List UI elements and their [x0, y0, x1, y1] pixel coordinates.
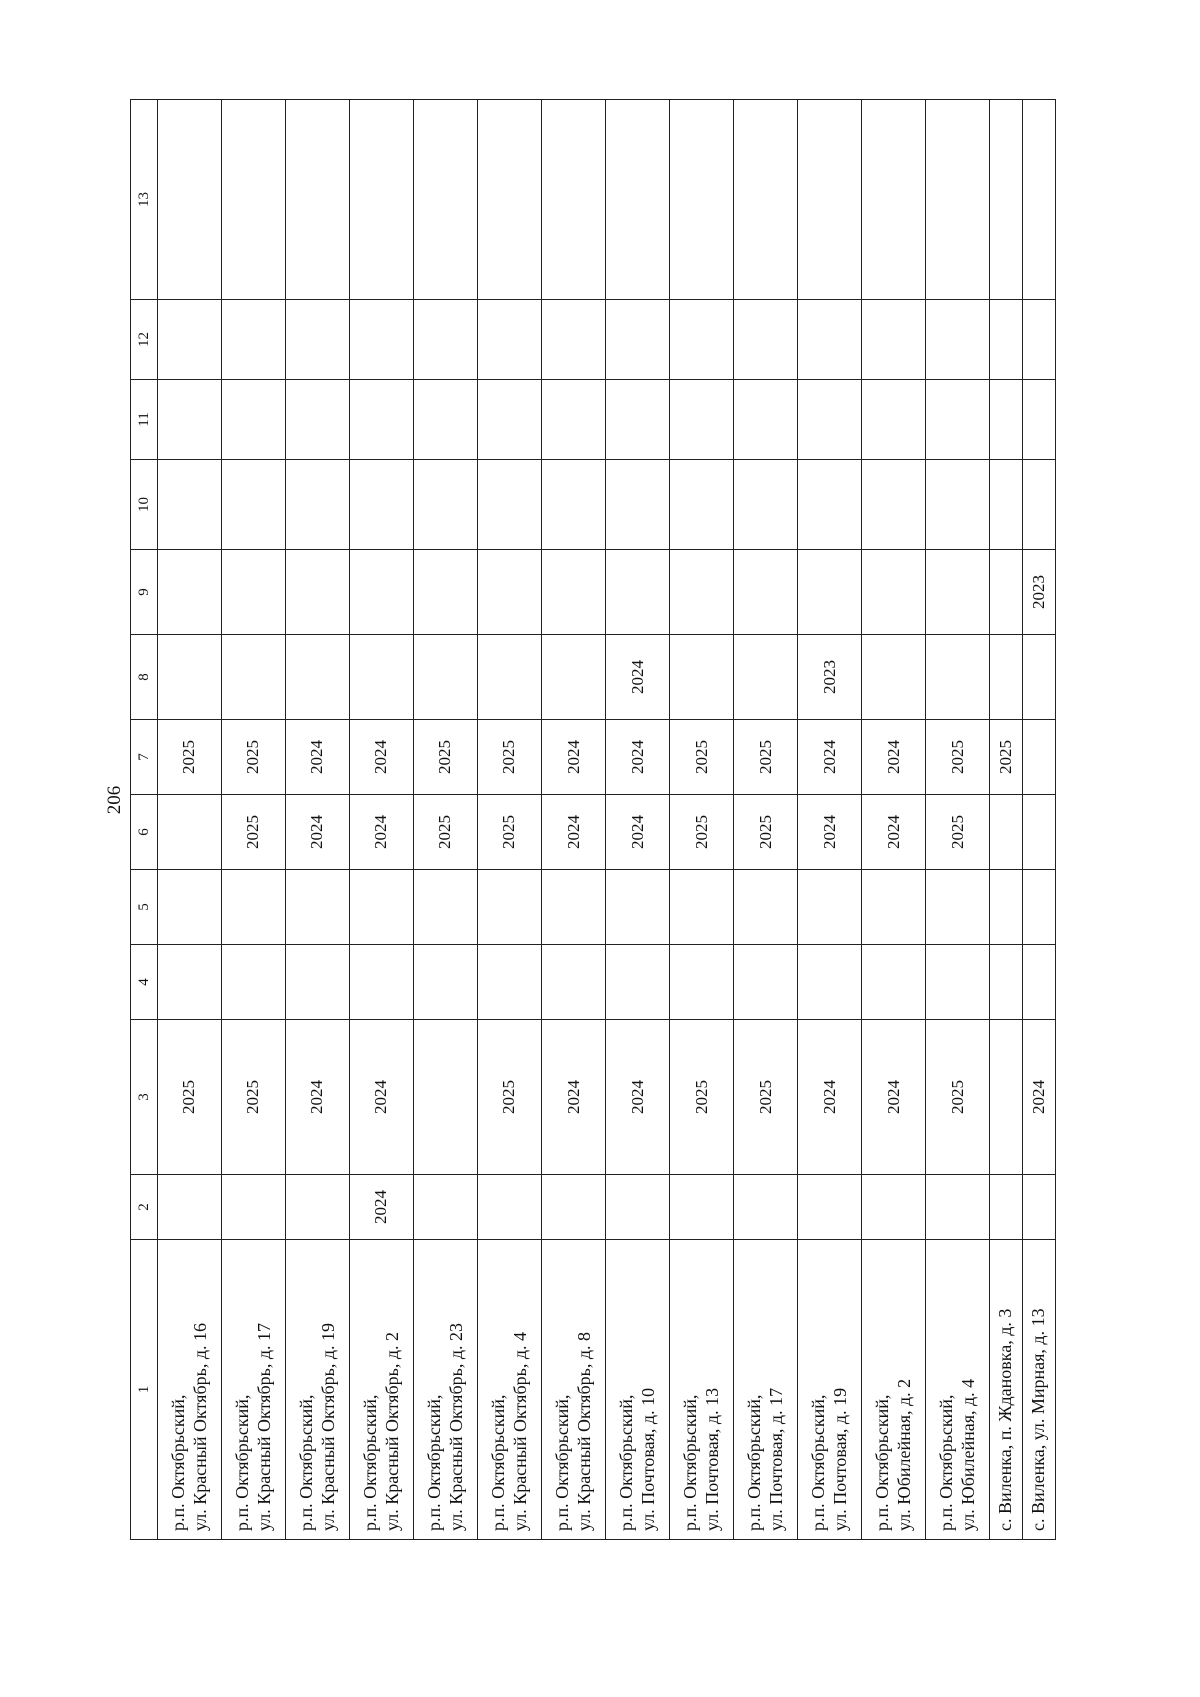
year-cell-col-13 [926, 100, 990, 300]
year-cell-col-2 [734, 1175, 798, 1240]
year-cell-col-6 [158, 795, 222, 870]
year-cell-col-12 [478, 300, 542, 380]
year-cell-col-4 [414, 945, 478, 1020]
year-cell-col-11 [734, 380, 798, 460]
rotated-table-container [130, 100, 1056, 1540]
address-cell [478, 1240, 542, 1540]
year-cell-col-8 [350, 635, 414, 720]
year-cell-col-11 [606, 380, 670, 460]
year-cell-col-10 [606, 460, 670, 550]
year-cell-col-2 [414, 1175, 478, 1240]
year-cell-col-4 [734, 945, 798, 1020]
year-cell-col-6: 2025 [734, 795, 798, 870]
table-row [286, 100, 350, 1540]
year-cell-col-4 [862, 945, 926, 1020]
year-cell-col-2 [670, 1175, 734, 1240]
year-cell-col-13 [414, 100, 478, 300]
year-cell-col-5 [862, 870, 926, 945]
year-cell-col-12 [606, 300, 670, 380]
year-cell-col-13 [478, 100, 542, 300]
year-cell-col-6: 2024 [798, 795, 862, 870]
year-cell-col-7: 2024 [350, 720, 414, 795]
column-header-7: 7 [131, 720, 158, 795]
year-cell-col-7: 2025 [926, 720, 990, 795]
column-header-9: 9 [131, 550, 158, 635]
year-cell-col-13 [670, 100, 734, 300]
year-cell-col-10 [414, 460, 478, 550]
year-cell-col-5 [414, 870, 478, 945]
year-cell-col-9 [798, 550, 862, 635]
year-cell-col-4 [158, 945, 222, 1020]
year-cell-col-7: 2024 [286, 720, 350, 795]
year-cell-col-12 [350, 300, 414, 380]
year-cell-col-9 [158, 550, 222, 635]
year-cell-col-2 [1023, 1175, 1056, 1240]
address-cell [286, 1240, 350, 1540]
address-line: р.п. Октябрьский, [744, 1394, 765, 1531]
year-cell-col-6: 2025 [414, 795, 478, 870]
table-row [542, 100, 606, 1540]
year-cell-col-7: 2024 [542, 720, 606, 795]
address-line: ул. Красный Октябрь, д. 17 [253, 1323, 274, 1531]
year-cell-col-9 [350, 550, 414, 635]
year-cell-col-7 [1023, 720, 1056, 795]
address-line: р.п. Октябрьский, [552, 1394, 573, 1531]
year-cell-col-12 [222, 300, 286, 380]
year-cell-col-10 [734, 460, 798, 550]
year-cell-col-10 [350, 460, 414, 550]
year-cell-col-4 [798, 945, 862, 1020]
year-cell-col-8 [542, 635, 606, 720]
year-cell-col-12 [862, 300, 926, 380]
year-cell-col-3: 2024 [286, 1020, 350, 1175]
address-cell [862, 1240, 926, 1540]
year-cell-col-8 [222, 635, 286, 720]
table-header [131, 100, 158, 1540]
year-cell-col-4 [1023, 945, 1056, 1020]
address-line: ул. Красный Октябрь, д. 23 [445, 1323, 466, 1531]
year-cell-col-13 [606, 100, 670, 300]
year-cell-col-2 [542, 1175, 606, 1240]
address-line: р.п. Октябрьский, [360, 1394, 381, 1531]
table-row [734, 100, 798, 1540]
year-cell-col-13 [158, 100, 222, 300]
address-line: р.п. Октябрьский, [167, 1394, 188, 1531]
year-cell-col-6: 2025 [670, 795, 734, 870]
year-cell-col-11 [542, 380, 606, 460]
table-row [670, 100, 734, 1540]
year-cell-col-7: 2024 [798, 720, 862, 795]
year-cell-col-12 [1023, 300, 1056, 380]
year-cell-col-10 [286, 460, 350, 550]
year-cell-col-11 [286, 380, 350, 460]
year-cell-col-6: 2024 [606, 795, 670, 870]
year-cell-col-5 [158, 870, 222, 945]
year-cell-col-13 [862, 100, 926, 300]
year-cell-col-9 [862, 550, 926, 635]
year-cell-col-3: 2025 [478, 1020, 542, 1175]
year-cell-col-11 [350, 380, 414, 460]
year-cell-col-5 [798, 870, 862, 945]
year-cell-col-2 [158, 1175, 222, 1240]
year-cell-col-6: 2025 [222, 795, 286, 870]
year-cell-col-7: 2025 [734, 720, 798, 795]
year-cell-col-5 [926, 870, 990, 945]
address-line: р.п. Октябрьский, [872, 1394, 893, 1531]
year-cell-col-4 [670, 945, 734, 1020]
year-cell-col-3: 2024 [1023, 1020, 1056, 1175]
year-cell-col-11 [990, 380, 1023, 460]
year-cell-col-2 [478, 1175, 542, 1240]
year-cell-col-4 [926, 945, 990, 1020]
year-cell-col-12 [990, 300, 1023, 380]
table-row [478, 100, 542, 1540]
year-cell-col-7: 2025 [158, 720, 222, 795]
table-row [606, 100, 670, 1540]
table-row [350, 100, 414, 1540]
year-cell-col-12 [286, 300, 350, 380]
address-line: ул. Красный Октябрь, д. 19 [317, 1323, 338, 1531]
year-cell-col-8 [414, 635, 478, 720]
address-line: с. Виленка, ул. Мирная, д. 13 [1028, 1308, 1049, 1531]
address-line: р.п. Октябрьский, [295, 1394, 316, 1531]
address-line: ул. Почтовая, д. 13 [701, 1387, 722, 1531]
year-cell-col-12 [734, 300, 798, 380]
year-cell-col-7: 2025 [414, 720, 478, 795]
year-cell-col-2 [606, 1175, 670, 1240]
year-cell-col-5 [606, 870, 670, 945]
table-body [158, 100, 1056, 1540]
year-cell-col-6 [1023, 795, 1056, 870]
year-cell-col-10 [798, 460, 862, 550]
year-cell-col-5 [1023, 870, 1056, 945]
year-cell-col-9 [606, 550, 670, 635]
year-cell-col-6: 2025 [926, 795, 990, 870]
year-cell-col-7: 2025 [222, 720, 286, 795]
year-cell-col-2: 2024 [350, 1175, 414, 1240]
year-cell-col-5 [286, 870, 350, 945]
year-cell-col-4 [478, 945, 542, 1020]
year-cell-col-3: 2025 [926, 1020, 990, 1175]
year-cell-col-6: 2024 [350, 795, 414, 870]
year-cell-col-7: 2025 [670, 720, 734, 795]
column-header-11: 11 [131, 380, 158, 460]
address-cell [734, 1240, 798, 1540]
header-row [131, 100, 158, 1540]
table-row [862, 100, 926, 1540]
address-line: ул. Юбилейная, д. 4 [957, 1378, 978, 1531]
address-line: ул. Красный Октябрь, д. 4 [509, 1332, 530, 1531]
year-cell-col-4 [286, 945, 350, 1020]
year-cell-col-11 [478, 380, 542, 460]
year-cell-col-3: 2024 [862, 1020, 926, 1175]
year-cell-col-8 [478, 635, 542, 720]
year-cell-col-11 [862, 380, 926, 460]
column-header-3: 3 [131, 1020, 158, 1175]
year-cell-col-8 [286, 635, 350, 720]
page-number: 206 [104, 785, 125, 815]
table-row [414, 100, 478, 1540]
year-cell-col-11 [798, 380, 862, 460]
year-cell-col-8 [1023, 635, 1056, 720]
schedule-table [130, 99, 1056, 1540]
table-row [926, 100, 990, 1540]
address-cell [222, 1240, 286, 1540]
year-cell-col-12 [798, 300, 862, 380]
year-cell-col-12 [542, 300, 606, 380]
address-line: ул. Красный Октябрь, д. 2 [381, 1332, 402, 1531]
address-line: р.п. Октябрьский, [231, 1394, 252, 1531]
address-cell [990, 1240, 1023, 1540]
year-cell-col-4 [350, 945, 414, 1020]
year-cell-col-11 [1023, 380, 1056, 460]
year-cell-col-12 [926, 300, 990, 380]
year-cell-col-2 [862, 1175, 926, 1240]
year-cell-col-13 [286, 100, 350, 300]
year-cell-col-9 [222, 550, 286, 635]
year-cell-col-8 [990, 635, 1023, 720]
year-cell-col-13 [222, 100, 286, 300]
address-line: р.п. Октябрьский, [808, 1394, 829, 1531]
column-header-6: 6 [131, 795, 158, 870]
year-cell-col-10 [862, 460, 926, 550]
address-cell [798, 1240, 862, 1540]
year-cell-col-3: 2025 [158, 1020, 222, 1175]
year-cell-col-4 [990, 945, 1023, 1020]
year-cell-col-10 [1023, 460, 1056, 550]
year-cell-col-10 [542, 460, 606, 550]
year-cell-col-8 [862, 635, 926, 720]
year-cell-col-3: 2024 [350, 1020, 414, 1175]
year-cell-col-3: 2024 [606, 1020, 670, 1175]
year-cell-col-3 [990, 1020, 1023, 1175]
address-line: р.п. Октябрьский, [936, 1394, 957, 1531]
year-cell-col-12 [414, 300, 478, 380]
year-cell-col-9 [670, 550, 734, 635]
column-header-5: 5 [131, 870, 158, 945]
year-cell-col-11 [926, 380, 990, 460]
year-cell-col-5 [542, 870, 606, 945]
address-line: ул. Почтовая, д. 10 [637, 1387, 658, 1531]
address-line: ул. Почтовая, д. 17 [765, 1387, 786, 1531]
column-header-4: 4 [131, 945, 158, 1020]
year-cell-col-8 [734, 635, 798, 720]
table-row [222, 100, 286, 1540]
year-cell-col-11 [670, 380, 734, 460]
year-cell-col-9 [286, 550, 350, 635]
year-cell-col-9 [478, 550, 542, 635]
address-cell [414, 1240, 478, 1540]
column-header-12: 12 [131, 300, 158, 380]
year-cell-col-10 [222, 460, 286, 550]
year-cell-col-4 [606, 945, 670, 1020]
year-cell-col-6: 2024 [286, 795, 350, 870]
year-cell-col-8: 2023 [798, 635, 862, 720]
year-cell-col-13 [1023, 100, 1056, 300]
year-cell-col-13 [990, 100, 1023, 300]
table-row [158, 100, 222, 1540]
year-cell-col-6: 2024 [862, 795, 926, 870]
table-row [990, 100, 1023, 1540]
year-cell-col-8 [158, 635, 222, 720]
year-cell-col-7: 2024 [862, 720, 926, 795]
year-cell-col-5 [478, 870, 542, 945]
year-cell-col-9 [926, 550, 990, 635]
column-header-13: 13 [131, 100, 158, 300]
table-row [1023, 100, 1056, 1540]
address-cell [606, 1240, 670, 1540]
year-cell-col-13 [798, 100, 862, 300]
year-cell-col-9 [414, 550, 478, 635]
year-cell-col-6 [990, 795, 1023, 870]
year-cell-col-7: 2025 [478, 720, 542, 795]
year-cell-col-2 [990, 1175, 1023, 1240]
year-cell-col-6: 2025 [478, 795, 542, 870]
address-cell [158, 1240, 222, 1540]
year-cell-col-11 [222, 380, 286, 460]
year-cell-col-11 [414, 380, 478, 460]
year-cell-col-10 [926, 460, 990, 550]
address-cell [1023, 1240, 1056, 1540]
year-cell-col-5 [990, 870, 1023, 945]
year-cell-col-10 [990, 460, 1023, 550]
address-line: р.п. Октябрьский, [488, 1394, 509, 1531]
year-cell-col-13 [350, 100, 414, 300]
year-cell-col-10 [158, 460, 222, 550]
column-header-2: 2 [131, 1175, 158, 1240]
year-cell-col-9: 2023 [1023, 550, 1056, 635]
address-cell [926, 1240, 990, 1540]
year-cell-col-10 [478, 460, 542, 550]
year-cell-col-3: 2025 [734, 1020, 798, 1175]
year-cell-col-4 [542, 945, 606, 1020]
year-cell-col-5 [350, 870, 414, 945]
table-row [798, 100, 862, 1540]
column-header-10: 10 [131, 460, 158, 550]
year-cell-col-2 [286, 1175, 350, 1240]
year-cell-col-3 [414, 1020, 478, 1175]
year-cell-col-9 [734, 550, 798, 635]
address-cell [350, 1240, 414, 1540]
year-cell-col-3: 2025 [670, 1020, 734, 1175]
year-cell-col-7: 2025 [990, 720, 1023, 795]
year-cell-col-3: 2025 [222, 1020, 286, 1175]
year-cell-col-2 [926, 1175, 990, 1240]
year-cell-col-2 [798, 1175, 862, 1240]
address-line: ул. Красный Октябрь, д. 8 [573, 1332, 594, 1531]
address-line: р.п. Октябрьский, [424, 1394, 445, 1531]
year-cell-col-5 [734, 870, 798, 945]
year-cell-col-8 [670, 635, 734, 720]
address-line: ул. Почтовая, д. 19 [829, 1387, 850, 1531]
year-cell-col-9 [542, 550, 606, 635]
address-cell [542, 1240, 606, 1540]
year-cell-col-7: 2024 [606, 720, 670, 795]
year-cell-col-6: 2024 [542, 795, 606, 870]
year-cell-col-8 [926, 635, 990, 720]
year-cell-col-3: 2024 [542, 1020, 606, 1175]
year-cell-col-11 [158, 380, 222, 460]
year-cell-col-2 [222, 1175, 286, 1240]
address-line: р.п. Октябрьский, [680, 1394, 701, 1531]
address-cell [670, 1240, 734, 1540]
address-line: с. Виленка, п. Ждановка, д. 3 [995, 1308, 1016, 1531]
year-cell-col-4 [222, 945, 286, 1020]
address-line: ул. Юбилейная, д. 2 [893, 1378, 914, 1531]
year-cell-col-10 [670, 460, 734, 550]
address-line: р.п. Октябрьский, [616, 1394, 637, 1531]
year-cell-col-3: 2024 [798, 1020, 862, 1175]
year-cell-col-5 [222, 870, 286, 945]
year-cell-col-5 [670, 870, 734, 945]
column-header-8: 8 [131, 635, 158, 720]
year-cell-col-12 [670, 300, 734, 380]
year-cell-col-13 [542, 100, 606, 300]
year-cell-col-8: 2024 [606, 635, 670, 720]
year-cell-col-12 [158, 300, 222, 380]
column-header-1: 1 [131, 1240, 158, 1540]
address-line: ул. Красный Октябрь, д. 16 [189, 1323, 210, 1531]
year-cell-col-9 [990, 550, 1023, 635]
year-cell-col-13 [734, 100, 798, 300]
